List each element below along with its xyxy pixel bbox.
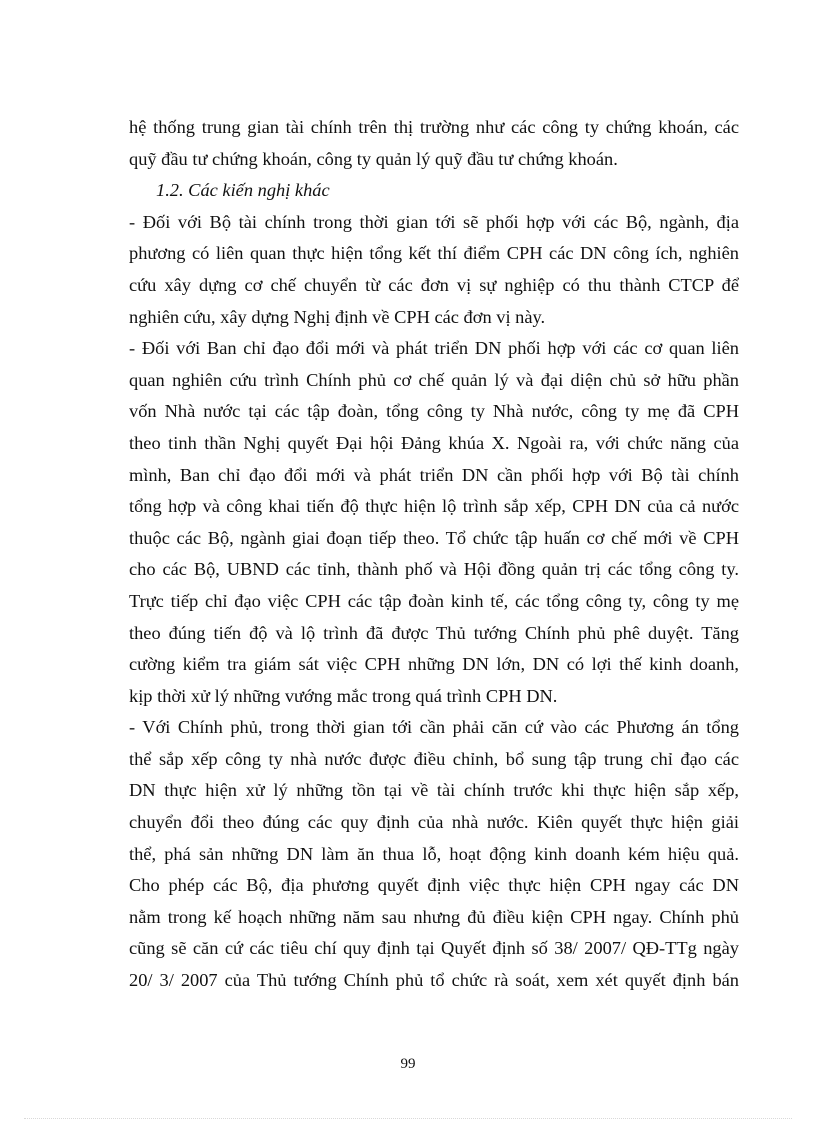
text-line: - Đối với Ban chỉ đạo đổi mới và phát triển DN phối hợp với các cơ quan liên [129,338,739,359]
text-line: thể sắp xếp công ty nhà nước được điều chỉnh, bổ sung tập trung chỉ đạo các [129,748,739,769]
text-line: Cho phép các Bộ, địa phương quyết định việc thực hiện CPH ngay các DN [129,875,739,896]
text-line: chuyển đổi theo đúng các quy định của nhà nước. Kiên quyết thực hiện giải [129,812,739,833]
text-line: hệ thống trung gian tài chính trên thị trường như các công ty chứng khoán, các [129,117,739,137]
text-line: quan nghiên cứu trình Chính phủ cơ chế quản lý và đại diện chủ sở hữu phần [129,369,739,390]
body-text [129,112,739,997]
text-line: Trực tiếp chỉ đạo việc CPH các tập đoàn kinh tế, các tổng công ty, công ty mẹ [129,590,739,611]
text-line: nghiên cứu, xây dựng Nghị định về CPH các đơn vị này. [129,306,546,327]
text-line: quỹ đầu tư chứng khoán, công ty quản lý quỹ đầu tư chứng khoán. [129,148,618,169]
text-line: DN thực hiện xử lý những tồn tại về tài chính trước khi thực hiện sắp xếp, [129,780,739,801]
text-line: phương có liên quan thực hiện tổng kết thí điểm CPH các DN công ích, nghiên [129,243,739,264]
text-line: thể, phá sản những DN làm ăn thua lỗ, hoạt động kinh doanh kém hiệu quả. [129,843,739,864]
text-line: cường kiểm tra giám sát việc CPH những DN lớn, DN có lợi thế kinh doanh, [129,654,739,675]
text-line: thuộc các Bộ, ngành giai đoạn tiếp theo. Tổ chức tập huấn cơ chế mới về CPH [129,527,739,548]
text-line: theo tinh thần Nghị quyết Đại hội Đảng khúa X. Ngoài ra, với chức năng của [129,432,739,453]
text-line: cũng sẽ căn cứ các tiêu chí quy định tại Quyết định số 38/ 2007/ QĐ-TTg ngày [129,938,739,959]
text-line: theo đúng tiến độ và lộ trình đã được Thủ tướng Chính phủ phê duyệt. Tăng [129,622,739,643]
text-line: cho các Bộ, UBND các tỉnh, thành phố và Hội đồng quản trị các tổng công ty. [129,559,739,580]
text-line: - Đối với Bộ tài chính trong thời gian tới sẽ phối hợp với các Bộ, ngành, địa [129,211,739,232]
text-line: kịp thời xử lý những vướng mắc trong quá trình CPH DN. [129,685,558,706]
text-line: tổng hợp và công khai tiến độ thực hiện lộ trình sắp xếp, CPH DN của cả nước [129,496,739,517]
section-heading: 1.2. Các kiến nghị khác [156,180,330,201]
text-line: vốn Nhà nước tại các tập đoàn, tổng công ty Nhà nước, công ty mẹ đã CPH [129,401,739,422]
page-bottom-divider [24,1118,792,1119]
text-line: cứu xây dựng cơ chế chuyển từ các đơn vị sự nghiệp có thu thành CTCP để [129,274,739,295]
text-line: nằm trong kế hoạch những năm sau nhưng đủ điều kiện CPH ngay. Chính phủ [129,906,739,927]
text-line: - Với Chính phủ, trong thời gian tới cần phải căn cứ vào các Phương án tổng [129,717,739,738]
text-line: 20/ 3/ 2007 của Thủ tướng Chính phủ tổ chức rà soát, xem xét quyết định bán [129,970,739,991]
page-number: 99 [400,1056,416,1072]
text-line: mình, Ban chỉ đạo đổi mới và phát triển DN cần phối hợp với Bộ tài chính [129,464,739,485]
